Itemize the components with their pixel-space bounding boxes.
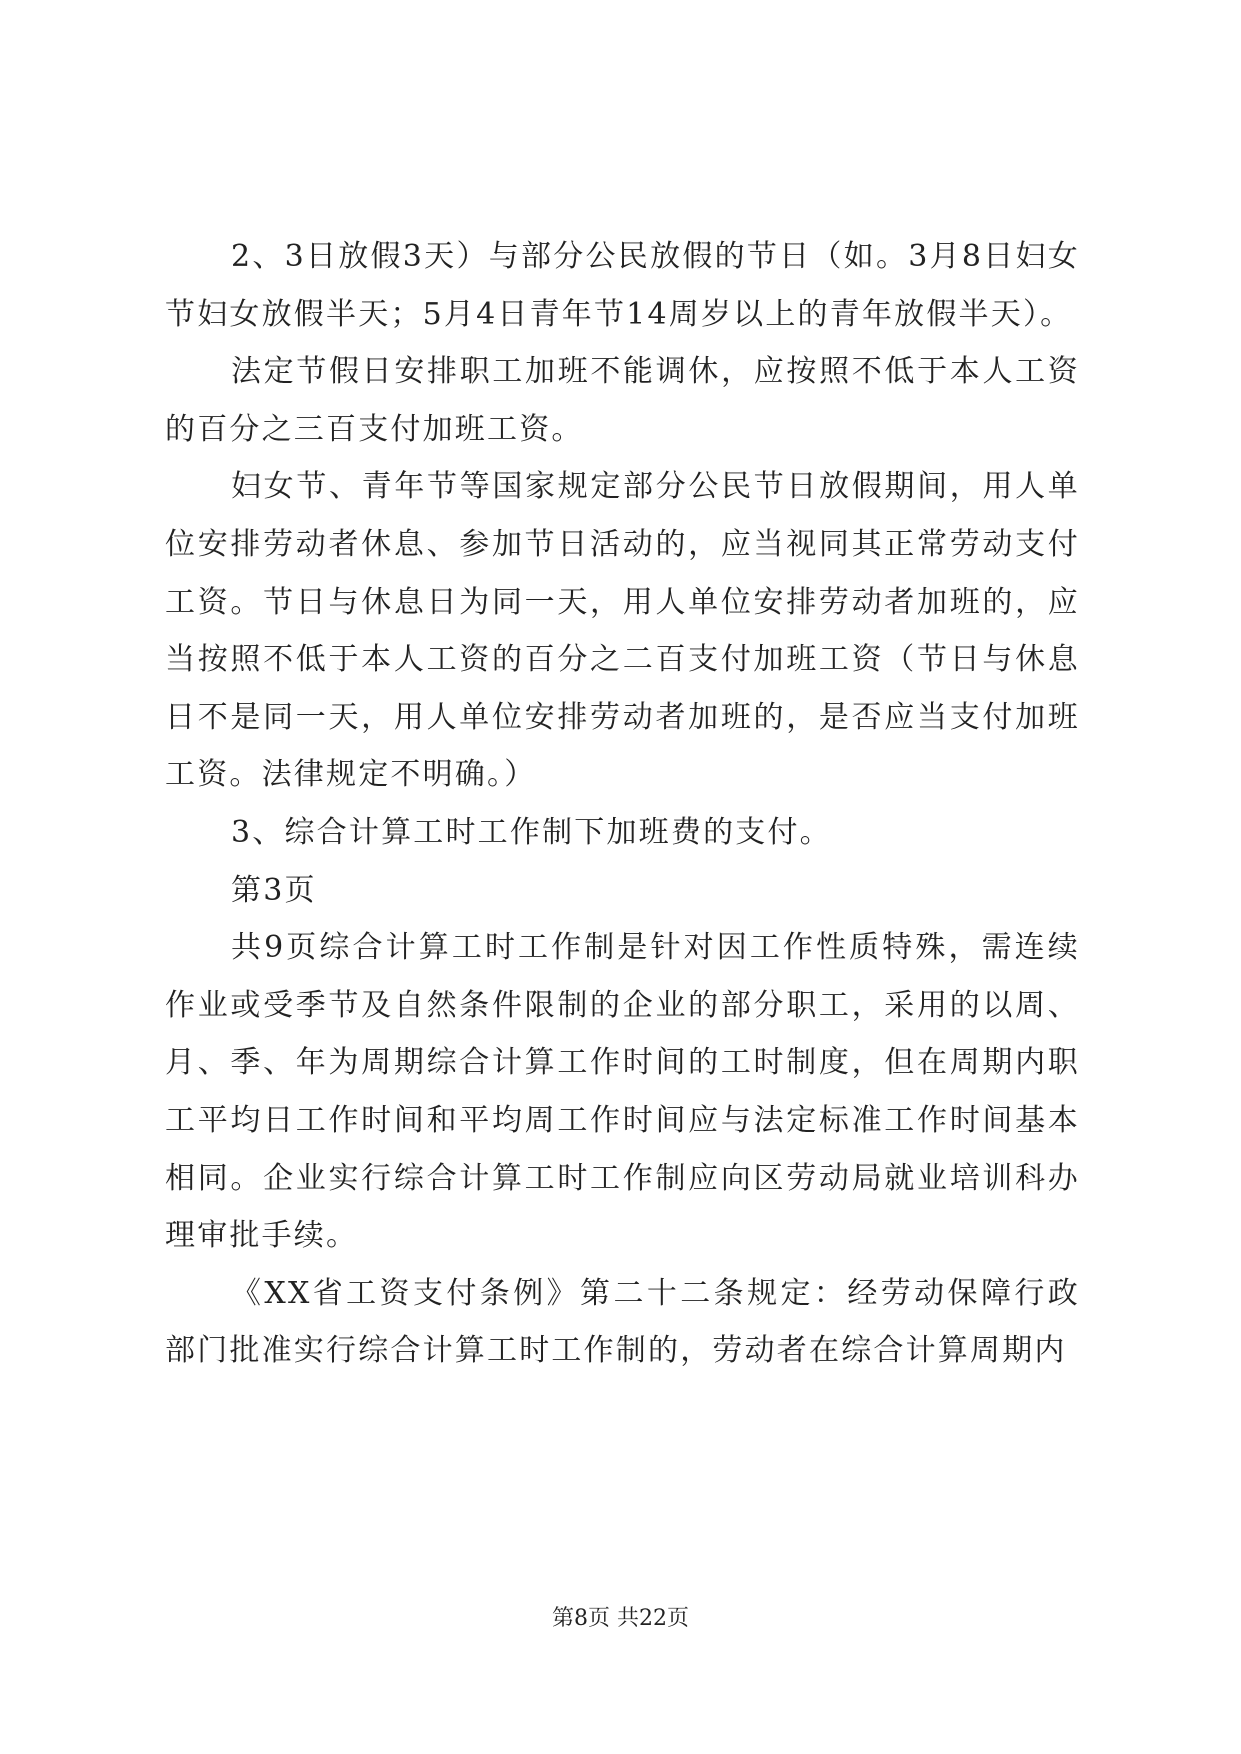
paragraph-partial-holiday-pay: 妇女节、青年节等国家规定部分公民节日放假期间，用人单位安排劳动者休息、参加节日活动的，应当视同其正常劳动支付工资。节日与休息日为同一天，用人单位安排劳动者加班的，应当按照不低于本人工资的百分之二百支付加班工资（节日与休息日不是同一天，用人单位安排劳动者加班的，是否应当支付加班工资。法律规定不明确。） — [165, 469, 1080, 793]
paragraph-inner-page-marker: 第3页 — [231, 872, 317, 908]
paragraph-regulation-article-22: 《XX省工资支付条例》第二十二条规定：经劳动保障行政部门批准实行综合计算工时工作制的，劳动者在综合计算周期内 — [165, 1275, 1080, 1369]
paragraph-statutory-holiday-pay: 法定节假日安排职工加班不能调休，应按照不低于本人工资的百分之三百支付加班工资。 — [165, 354, 1080, 447]
paragraph-comprehensive-hours: 共9页综合计算工时工作制是针对因工作性质特殊，需连续作业或受季节及自然条件限制的企业的部分职工，采用的以周、月、季、年为周期综合计算工作时间的工时制度，但在周期内职工平均日工作时间和平均周工作时间应与法定标准工作时间基本相同。企业实行综合计算工时工作制应向区劳动局就业培训科办理审批手续。 — [165, 930, 1080, 1254]
document-body — [165, 228, 1080, 1380]
paragraph-holiday-dates: 2、3日放假3天）与部分公民放假的节日（如。3月8日妇女节妇女放假半天；5月4日青年节14周岁以上的青年放假半天）。 — [165, 239, 1080, 332]
paragraph-section-3-heading: 3、综合计算工时工作制下加班费的支付。 — [231, 814, 832, 850]
page-footer: 第8页 共22页 — [552, 1606, 689, 1631]
